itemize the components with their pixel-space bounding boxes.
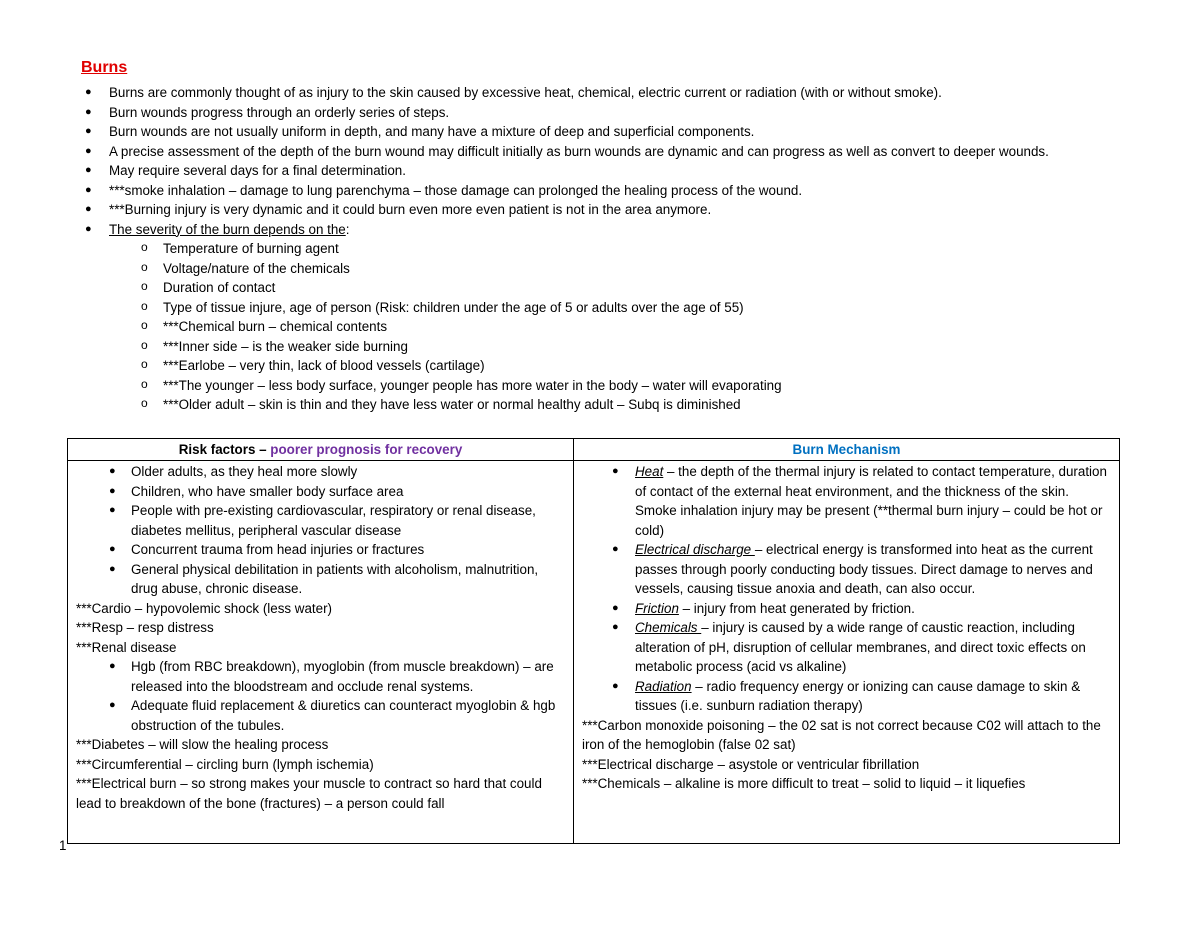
list-item: ● Electrical discharge – electrical energy is transformed into heat as the current passes through poorly conducting body tissues. Direct damage to nerves and vessels, causing tissue anoxia and death, can also occur. — [612, 542, 1093, 596]
note-line: ***Electrical burn – so strong makes your muscle to contract so hard that could lead to breakdown of the bone (fractures) – a person could fall — [76, 776, 542, 811]
list-item: ● Burns are commonly thought of as injury to the skin caused by excessive heat, chemical, electric current or radiation (with or without smoke). — [81, 83, 1161, 103]
page-number: 1 — [59, 838, 67, 853]
list-item: ● Radiation – radio frequency energy or ionizing can cause damage to skin & tissues (i.e. sunburn radiation therapy) — [612, 678, 1081, 713]
list-item: ● Adequate fluid replacement & diuretics can counteract myoglobin & hgb obstruction of the tubules. — [109, 698, 556, 733]
sub-bullet-icon: o — [141, 298, 148, 313]
list-item: ● Concurrent trauma from head injuries or fractures — [76, 540, 567, 560]
list-item: ● Friction – injury from heat generated by friction. — [582, 599, 1113, 619]
risk-factors-header: Risk factors – poorer prognosis for recovery — [68, 439, 574, 461]
note-line: ***Cardio – hypovolemic shock (less water) — [76, 600, 333, 616]
bullet-icon: ● — [85, 105, 92, 118]
burn-mechanism-cell — [574, 461, 1120, 844]
bullet-icon: ● — [109, 543, 116, 555]
table-header-row — [68, 439, 1120, 461]
note-line: ***Circumferential – circling burn (lymph ischemia) — [76, 756, 374, 772]
sub-bullet-icon: o — [141, 259, 148, 274]
sub-bullet-icon: o — [141, 357, 148, 371]
list-item: ● Burn wounds are not usually uniform in depth, and many have a mixture of deep and superficial components. — [81, 122, 1161, 142]
risk-mechanism-table — [67, 438, 1120, 844]
bullet-icon: ● — [85, 125, 92, 137]
mechanism-list — [582, 462, 1113, 716]
note-line: ***Chemicals – alkaline is more difficult to treat – solid to liquid – it liquefies — [582, 776, 1026, 791]
note-line: ***Renal disease — [76, 639, 177, 655]
bullet-icon: ● — [85, 203, 92, 215]
note-line: ***Electrical discharge – asystole or ventricular fibrillation — [582, 756, 920, 772]
list-item: ● ***Burning injury is very dynamic and it could burn even more even patient is not in the area anymore. — [81, 200, 1161, 220]
sub-list-item: o ***Older adult – skin is thin and they have less water or normal healthy adult – Subq is diminished — [141, 396, 741, 412]
list-item: ● ***smoke inhalation – damage to lung parenchyma – those damage can prolonged the healing process of the wound. — [81, 181, 1161, 201]
list-item: ● A precise assessment of the depth of the burn wound may difficult initially as burn wounds are dynamic and can progress as well as convert to deeper wounds. — [81, 142, 1161, 162]
severity-heading: The severity of the burn depends on the — [109, 221, 346, 237]
note-line: ***Diabetes – will slow the healing process — [76, 737, 329, 752]
sub-list-item: o ***Earlobe – very thin, lack of blood vessels (cartilage) — [141, 357, 485, 373]
sub-list-item: o ***Chemical burn – chemical contents — [141, 318, 388, 334]
page-title: Burns — [81, 59, 128, 76]
sub-bullet-icon: o — [141, 396, 148, 410]
sub-list-item: o Type of tissue injure, age of person (Risk: children under the age of 5 or adults over the age of 55) — [141, 298, 744, 315]
severity-sub-list — [109, 239, 1161, 415]
bullet-icon: ● — [612, 679, 619, 692]
burn-mechanism-header: Burn Mechanism — [574, 439, 1120, 461]
note-line: ***Carbon monoxide poisoning – the 02 sat is not correct because C02 will attach to the iron of the hemoglobin (false 02 sat) — [582, 717, 1101, 752]
bullet-icon: ● — [612, 601, 619, 614]
main-bullet-list — [81, 83, 1161, 415]
bullet-icon: ● — [612, 465, 619, 477]
bullet-icon: ● — [85, 144, 92, 157]
list-item: ● Hgb (from RBC breakdown), myoglobin (from muscle breakdown) – are released into the bloodstream and occlude renal systems. — [109, 659, 554, 694]
sub-bullet-icon: o — [141, 240, 148, 254]
list-item: ● Older adults, as they heal more slowly — [76, 462, 567, 482]
sub-list-item: o ***Inner side – is the weaker side burning — [141, 337, 408, 354]
severity-heading-item: ● The severity of the burn depends on the: o Temperature of burning agent o Voltage/nature of the chemicals o Duration of contact o Type of tissue injure, age of person (Risk: children under the age of 5 or adults over the age of 55) o ***Chemical burn – chemical contents o ***Inner side – is the weaker side burning o ***Earlobe – very thin, lack of blood vessels (cartilage) o ***The younger – less body surface, younger people has more water in the body – water will evaporating o ***Older adult – skin is thin and they have less water or normal healthy adult – Subq is diminished — [81, 220, 1161, 415]
bullet-icon: ● — [85, 86, 92, 98]
bullet-icon: ● — [612, 621, 619, 633]
list-item: ● Heat – the depth of the thermal injury is related to contact temperature, duration of contact of the external heat environment, and the thickness of the skin. Smoke inhalation injury may be present (**thermal burn injury – could be hot or cold) — [612, 464, 1107, 538]
sub-list-item: o ***The younger – less body surface, younger people has more water in the body – water will evaporating — [141, 376, 782, 393]
list-item: ● Children, who have smaller body surface area — [76, 482, 567, 502]
bullet-icon: ● — [109, 660, 116, 672]
bullet-icon: ● — [85, 164, 92, 176]
sub-bullet-icon: o — [141, 318, 148, 332]
sub-bullet-icon: o — [141, 376, 148, 391]
list-item: ● Chemicals – injury is caused by a wide range of caustic reaction, including alteration of pH, disruption of cellular membranes, and direct toxic effects on metabolic process (acid vs alkaline) — [612, 620, 1086, 674]
list-item: ● People with pre-existing cardiovascular, respiratory or renal disease, diabetes mellitus, peripheral vascular disease — [109, 503, 536, 538]
bullet-icon: ● — [85, 183, 92, 196]
note-line: ***Resp – resp distress — [76, 620, 214, 635]
sub-bullet-icon: o — [141, 337, 148, 352]
renal-detail-list — [76, 657, 567, 735]
bullet-icon: ● — [109, 465, 116, 477]
bullet-icon: ● — [109, 562, 116, 575]
sub-bullet-icon: o — [141, 279, 148, 293]
risk-factors-cell — [68, 461, 574, 844]
bullet-icon: ● — [612, 543, 619, 555]
list-item: ● May require several days for a final determination. — [81, 161, 1161, 181]
bullet-icon: ● — [109, 699, 116, 711]
bullet-icon: ● — [85, 222, 92, 235]
table-row — [68, 461, 1120, 844]
bullet-icon: ● — [109, 504, 116, 516]
sub-list-item: o Temperature of burning agent — [141, 240, 339, 256]
list-item: ● General physical debilitation in patients with alcoholism, malnutrition, drug abuse, chronic disease. — [109, 561, 539, 596]
list-item: ● Burn wounds progress through an orderly series of steps. — [81, 103, 1161, 123]
sub-list-item: o Duration of contact — [141, 279, 276, 295]
sub-list-item: o Voltage/nature of the chemicals — [141, 259, 350, 276]
risk-factor-list — [76, 462, 567, 599]
bullet-icon: ● — [109, 484, 116, 497]
